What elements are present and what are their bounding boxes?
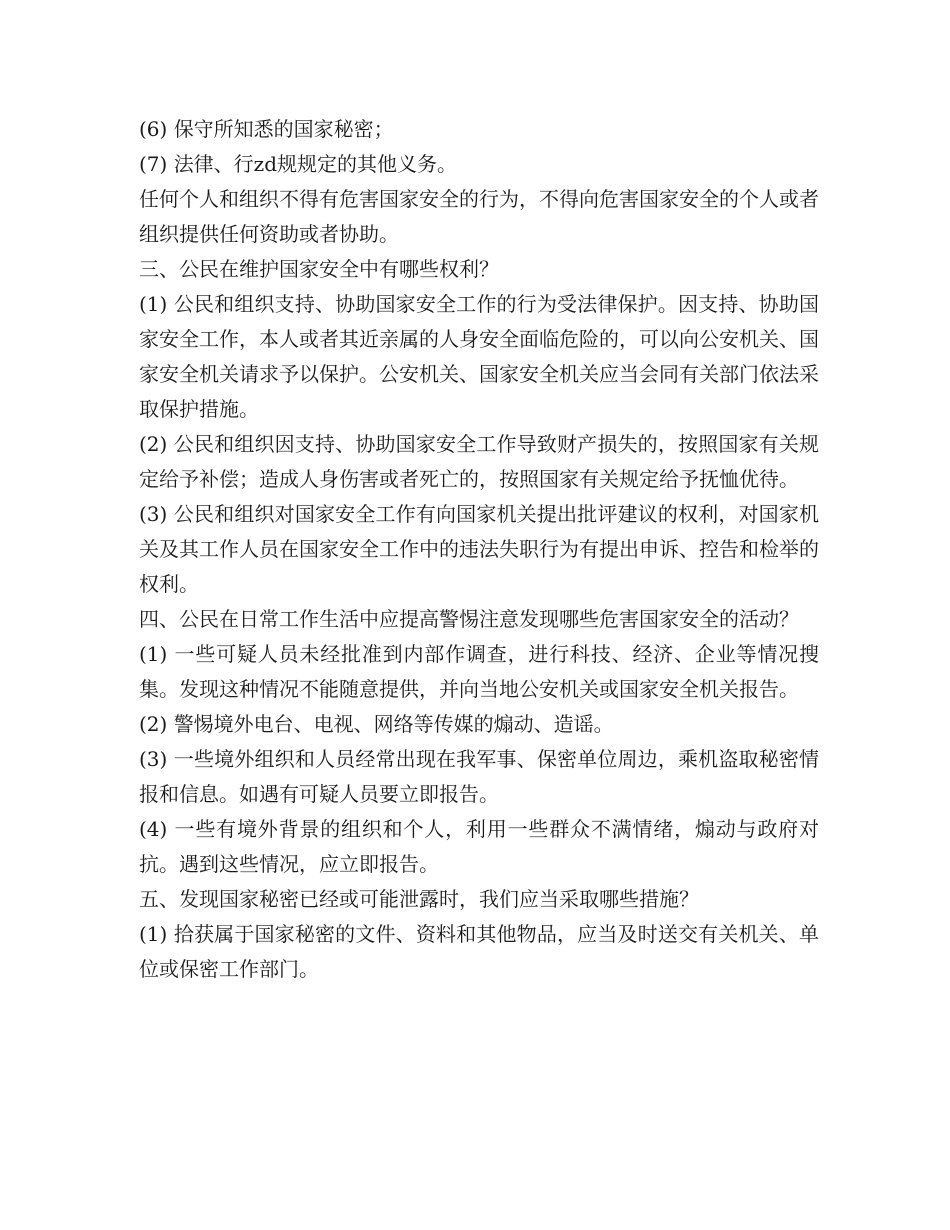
list-item-vigilance-4: (4) 一些有境外背景的组织和个人，利用一些群众不满情绪，煽动与政府对抗。遇到这些情况，应立即报告。 — [139, 817, 819, 876]
section-heading-rights: 三、公民在维护国家安全中有哪些权利？ — [139, 257, 499, 281]
list-item-rights-2: (2) 公民和组织因支持、协助国家安全工作导致财产损失的，按照国家有关规定给予补偿；造成人身伤害或者死亡的，按照国家有关规定给予抚恤优待。 — [139, 432, 819, 491]
list-item-duty-7: (7) 法律、行zd规规定的其他义务。 — [139, 152, 458, 176]
list-item-vigilance-1: (1) 一些可疑人员未经批准到内部作调查，进行科技、经济、企业等情况搜集。发现这种情况不能随意提供，并向当地公安机关或国家安全机关报告。 — [139, 642, 819, 701]
list-item-duty-6: (6) 保守所知悉的国家秘密； — [139, 117, 394, 141]
section-heading-measures: 五、发现国家秘密已经或可能泄露时，我们应当采取哪些措施？ — [139, 887, 699, 911]
document-body — [139, 112, 819, 987]
list-item-vigilance-3: (3) 一些境外组织和人员经常出现在我军事、保密单位周边，乘机盗取秘密情报和信息。如遇有可疑人员要立即报告。 — [139, 747, 819, 806]
list-item-rights-3: (3) 公民和组织对国家安全工作有向国家机关提出批评建议的权利，对国家机关及其工作人员在国家安全工作中的违法失职行为有提出申诉、控告和检举的权利。 — [139, 502, 819, 596]
paragraph-prohibition: 任何个人和组织不得有危害国家安全的行为，不得向危害国家安全的个人或者组织提供任何资助或者协助。 — [139, 187, 819, 246]
section-heading-vigilance: 四、公民在日常工作生活中应提高警惕注意发现哪些危害国家安全的活动？ — [139, 607, 799, 631]
list-item-vigilance-2: (2) 警惕境外电台、电视、网络等传媒的煽动、造谣。 — [139, 712, 614, 736]
list-item-measures-1: (1) 拾获属于国家秘密的文件、资料和其他物品，应当及时送交有关机关、单位或保密工作部门。 — [139, 922, 819, 981]
list-item-rights-1: (1) 公民和组织支持、协助国家安全工作的行为受法律保护。因支持、协助国家安全工作，本人或者其近亲属的人身安全面临危险的，可以向公安机关、国家安全机关请求予以保护。公安机关、国家安全机关应当会同有关部门依法采取保护措施。 — [139, 292, 819, 421]
